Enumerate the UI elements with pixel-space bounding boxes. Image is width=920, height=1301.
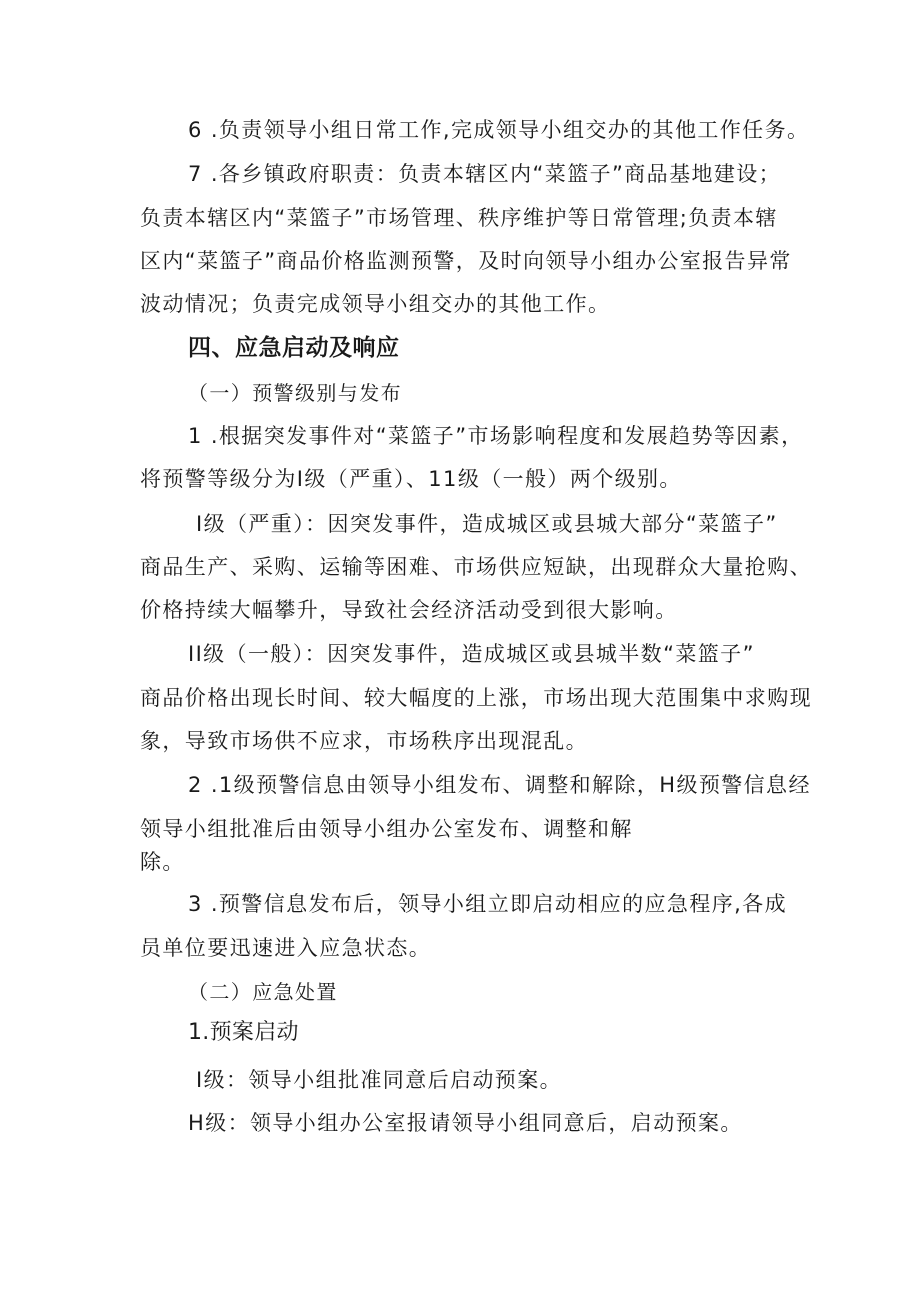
paragraph-line: 将预警等级分为I级（严重）、11级（一般）两个级别。 xyxy=(140,467,682,491)
paragraph-line-level-1-activation: I级：领导小组批准同意后启动预案。 xyxy=(196,1068,562,1092)
paragraph-line-item-2: 2 .1级预警信息由领导小组发布、调整和解除，H级预警信息经 xyxy=(188,773,811,797)
paragraph-line-level-2: II级（一般）：因突发事件，造成城区或县城半数“菜篮子” xyxy=(188,642,755,666)
paragraph-line-level-1: I级（严重）：因突发事件，造成城区或县城大部分“菜篮子” xyxy=(196,512,778,536)
paragraph-line-level-2-activation: H级：领导小组办公室报请领导小组同意后，启动预案。 xyxy=(188,1111,743,1135)
subheading-plan-activation: 1.预案启动 xyxy=(188,1020,299,1045)
paragraph-line: 价格持续大幅攀升，导致社会经济活动受到很大影响。 xyxy=(140,598,678,622)
paragraph-line: 象，导致市场供不应求，市场秩序出现混乱。 xyxy=(140,729,588,753)
paragraph-line: 区内“菜篮子”商品价格监测预警，及时向领导小组办公室报告异常 xyxy=(140,249,792,273)
paragraph-line: 领导小组批准后由领导小组办公室发布、调整和解 xyxy=(140,817,633,841)
subsection-heading-warning-levels: （一）预警级别与发布 xyxy=(188,381,402,405)
paragraph-line: 员单位要迅速进入应急状态。 xyxy=(140,936,432,960)
paragraph-line: 负责本辖区内“菜篮子”市场管理、秩序维护等日常管理;负责本辖 xyxy=(140,206,778,230)
paragraph-line-item-3: 3 .预警信息发布后，领导小组立即启动相应的应急程序,各成 xyxy=(188,892,787,916)
paragraph-line: 除。 xyxy=(140,850,185,874)
section-heading-emergency-response: 四、应急启动及响应 xyxy=(188,335,400,361)
paragraph-line: 波动情况；负责完成领导小组交办的其他工作。 xyxy=(140,292,611,316)
paragraph-line: 商品生产、采购、运输等困难、市场供应短缺，出现群众大量抢购、 xyxy=(140,555,812,579)
paragraph-line-duty-7: 7 .各乡镇政府职责：负责本辖区内“菜篮子”商品基地建设； xyxy=(188,162,782,186)
subsection-heading-emergency-handling: （二）应急处置 xyxy=(188,980,338,1004)
paragraph-line-duty-6: 6 .负责领导小组日常工作,完成领导小组交办的其他工作任务。 xyxy=(188,118,810,142)
paragraph-line-item-1: 1 .根据突发事件对“菜篮子”市场影响程度和发展趋势等因素， xyxy=(188,424,804,448)
paragraph-line: 商品价格出现长时间、较大幅度的上涨，市场出现大范围集中求购现 xyxy=(140,686,812,710)
